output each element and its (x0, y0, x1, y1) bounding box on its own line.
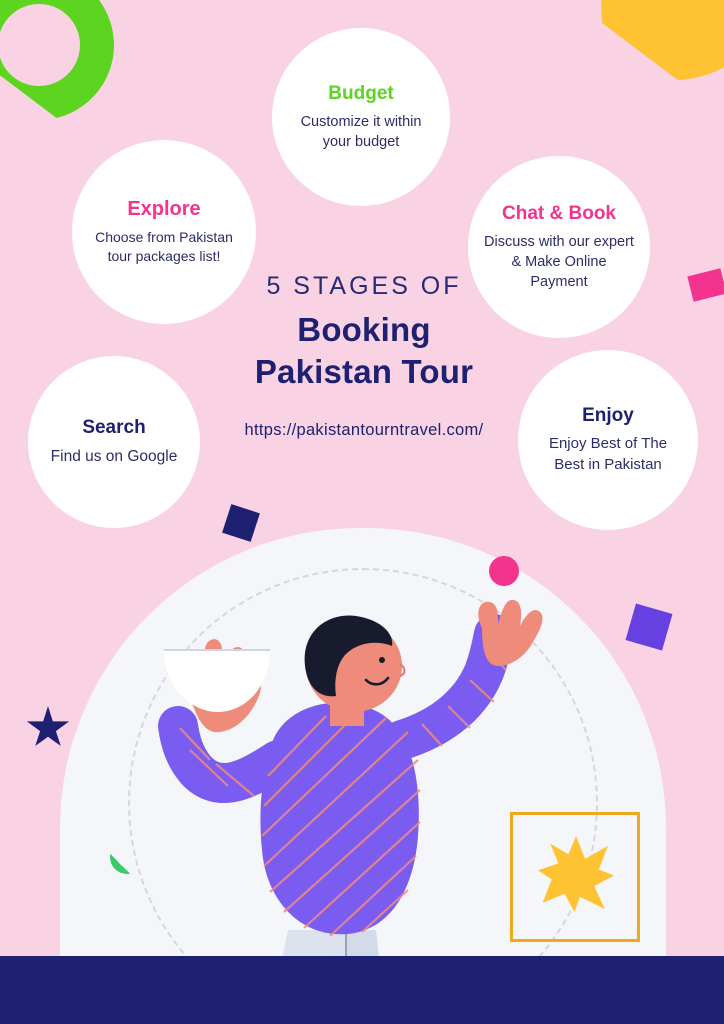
navy-diamond-icon (222, 504, 260, 542)
navy-star-icon (26, 706, 70, 750)
stage-title-explore: Explore (127, 197, 201, 220)
stage-bubble-search[interactable] (28, 356, 200, 528)
pink-diamond-icon (687, 268, 724, 301)
stage-desc-budget: Customize it within your budget (300, 113, 422, 150)
stage-desc-enjoy: Enjoy Best of The Best in Pakistan (548, 434, 668, 473)
purple-square-icon (625, 603, 672, 650)
magenta-dot-icon (489, 556, 519, 586)
stage-title-chat-book: Chat & Book (502, 202, 616, 224)
stage-title-enjoy: Enjoy (582, 404, 634, 426)
website-url-link[interactable]: https://pakistantourntravel.com/ (244, 421, 484, 440)
stage-desc-explore: Choose from Pakistan tour packages list! (95, 228, 233, 264)
footer-bar (0, 956, 724, 1024)
stage-title-budget: Budget (328, 82, 394, 104)
stage-bubble-budget[interactable] (272, 28, 450, 206)
stage-desc-chat-book: Discuss with our expert & Make Online Payment (484, 233, 634, 290)
stage-bubble-chat-book[interactable] (468, 156, 650, 338)
yellow-blob-icon (584, 0, 724, 80)
stage-title-search: Search (82, 416, 146, 438)
stage-bubble-enjoy[interactable] (518, 350, 698, 530)
headline-title-line2: Pakistan Tour (254, 353, 474, 391)
stage-desc-search: Find us on Google (50, 447, 178, 465)
green-arc-icon (0, 0, 124, 130)
headline-kicker: 5 STAGES OF (266, 272, 462, 300)
headline-title-line1: Booking (297, 311, 431, 348)
stage-bubble-explore[interactable] (72, 140, 256, 324)
